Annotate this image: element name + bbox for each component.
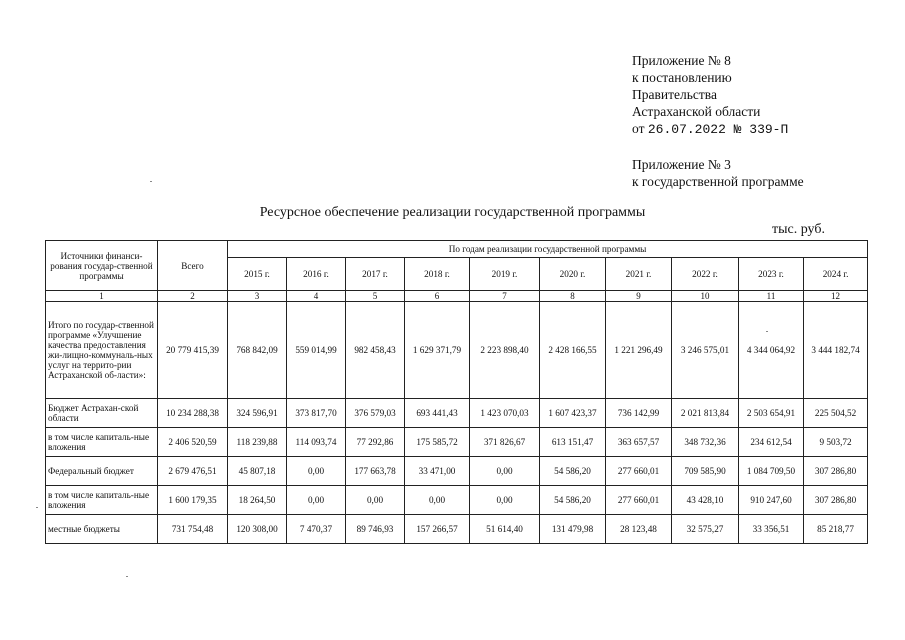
column-number: 6 (405, 291, 470, 302)
document-title: Ресурсное обеспечение реализации государственной программы (259, 205, 646, 220)
row-year-cell: 373 817,70 (287, 399, 346, 428)
table-row (46, 302, 868, 399)
table-row (46, 399, 868, 428)
row-year-cell: 9 503,72 (804, 428, 868, 457)
row-year-cell: 177 663,78 (346, 457, 405, 486)
units-label: тыс. руб. (772, 222, 825, 237)
row-year-cell: 2 428 166,55 (540, 302, 606, 399)
row-year-cell: 54 586,20 (540, 486, 606, 515)
row-year-cell: 114 093,74 (287, 428, 346, 457)
row-year-cell: 2 223 898,40 (470, 302, 540, 399)
column-number: 4 (287, 291, 346, 302)
row-total-cell: 20 779 415,39 (158, 302, 228, 399)
row-year-cell: 348 732,36 (672, 428, 739, 457)
row-year-cell: 118 239,88 (228, 428, 287, 457)
year-header: 2017 г. (346, 258, 405, 291)
annex-date-line (632, 120, 788, 138)
row-year-cell: 307 286,80 (804, 457, 868, 486)
table-row (46, 486, 868, 515)
row-year-cell: 234 612,54 (739, 428, 804, 457)
row-year-cell: 3 246 575,01 (672, 302, 739, 399)
row-total-cell: 731 754,48 (158, 515, 228, 544)
year-header: 2019 г. (470, 258, 540, 291)
year-header: 2016 г. (287, 258, 346, 291)
table-row (46, 457, 868, 486)
annex-header (632, 52, 788, 138)
total-header: Всего (158, 241, 228, 291)
row-year-cell: 54 586,20 (540, 457, 606, 486)
row-year-cell: 559 014,99 (287, 302, 346, 399)
row-year-cell: 33 356,51 (739, 515, 804, 544)
row-year-cell: 32 575,27 (672, 515, 739, 544)
column-number: 7 (470, 291, 540, 302)
row-year-cell: 225 504,52 (804, 399, 868, 428)
previous-annex-to-program: к государственной программе (632, 174, 804, 189)
column-number: 3 (228, 291, 287, 302)
row-year-cell: 3 444 182,74 (804, 302, 868, 399)
row-year-cell: 45 807,18 (228, 457, 287, 486)
row-year-cell: 0,00 (405, 486, 470, 515)
row-year-cell: 277 660,01 (606, 457, 672, 486)
row-year-cell: 77 292,86 (346, 428, 405, 457)
column-number: 11 (739, 291, 804, 302)
column-number: 10 (672, 291, 739, 302)
row-year-cell: 89 746,93 (346, 515, 405, 544)
row-year-cell: 982 458,43 (346, 302, 405, 399)
year-header: 2018 г. (405, 258, 470, 291)
row-year-cell: 910 247,60 (739, 486, 804, 515)
row-label: Итого по государ-ственной программе «Улучшение качества предоставления жи-лищно-коммуналь-ных услуг на террито-рии Астраханской об-ласти»: (46, 302, 158, 399)
row-year-cell: 28 123,48 (606, 515, 672, 544)
row-year-cell: 0,00 (287, 457, 346, 486)
row-year-cell: 2 021 813,84 (672, 399, 739, 428)
column-number: 12 (804, 291, 868, 302)
row-year-cell: 0,00 (470, 457, 540, 486)
row-total-cell: 10 234 288,38 (158, 399, 228, 428)
row-year-cell: 324 596,91 (228, 399, 287, 428)
row-year-cell: 0,00 (346, 486, 405, 515)
row-year-cell: 709 585,90 (672, 457, 739, 486)
scan-speck (766, 331, 768, 332)
row-year-cell: 85 218,77 (804, 515, 868, 544)
row-year-cell: 51 614,40 (470, 515, 540, 544)
column-number: 1 (46, 291, 158, 302)
annex-region: Астраханской области (632, 104, 761, 119)
row-year-cell: 363 657,57 (606, 428, 672, 457)
row-year-cell: 0,00 (287, 486, 346, 515)
previous-annex-number: Приложение № 3 (632, 157, 731, 172)
row-label: в том числе капиталь-ные вложения (46, 486, 158, 515)
year-header: 2022 г. (672, 258, 739, 291)
years-header: По годам реализации государственной программы (228, 241, 868, 258)
row-year-cell: 2 503 654,91 (739, 399, 804, 428)
row-year-cell: 175 585,72 (405, 428, 470, 457)
annex-to-decree: к постановлению (632, 70, 732, 85)
row-year-cell: 4 344 064,92 (739, 302, 804, 399)
row-year-cell: 157 266,57 (405, 515, 470, 544)
scan-speck (150, 181, 152, 182)
row-total-cell: 2 679 476,51 (158, 457, 228, 486)
table-row (46, 428, 868, 457)
annex-number: Приложение № 8 (632, 53, 731, 68)
row-year-cell: 7 470,37 (287, 515, 346, 544)
row-year-cell: 613 151,47 (540, 428, 606, 457)
resource-table (45, 240, 868, 544)
column-number: 5 (346, 291, 405, 302)
annex-government: Правительства (632, 87, 717, 102)
column-number: 9 (606, 291, 672, 302)
row-year-cell: 768 842,09 (228, 302, 287, 399)
column-number: 8 (540, 291, 606, 302)
scan-speck (36, 507, 38, 508)
year-header: 2020 г. (540, 258, 606, 291)
source-header: Источники финанси-рования государ-ственной программы (46, 241, 158, 291)
table-row (46, 515, 868, 544)
row-label: Федеральный бюджет (46, 457, 158, 486)
row-label: местные бюджеты (46, 515, 158, 544)
row-total-cell: 2 406 520,59 (158, 428, 228, 457)
row-year-cell: 1 607 423,37 (540, 399, 606, 428)
annex-date-prefix: от (632, 121, 645, 136)
column-number: 2 (158, 291, 228, 302)
previous-annex-header (632, 156, 804, 190)
row-year-cell: 33 471,00 (405, 457, 470, 486)
row-year-cell: 1 221 296,49 (606, 302, 672, 399)
row-year-cell: 307 286,80 (804, 486, 868, 515)
row-year-cell: 131 479,98 (540, 515, 606, 544)
year-header: 2023 г. (739, 258, 804, 291)
row-label: Бюджет Астрахан-ской области (46, 399, 158, 428)
row-label: в том числе капиталь-ные вложения (46, 428, 158, 457)
annex-date-stamp: 26.07.2022 № 339-П (647, 122, 789, 137)
row-year-cell: 0,00 (470, 486, 540, 515)
scan-speck (126, 576, 128, 577)
row-year-cell: 18 264,50 (228, 486, 287, 515)
row-year-cell: 693 441,43 (405, 399, 470, 428)
row-year-cell: 376 579,03 (346, 399, 405, 428)
year-header: 2024 г. (804, 258, 868, 291)
row-year-cell: 277 660,01 (606, 486, 672, 515)
row-total-cell: 1 600 179,35 (158, 486, 228, 515)
row-year-cell: 120 308,00 (228, 515, 287, 544)
year-header: 2015 г. (228, 258, 287, 291)
row-year-cell: 1 423 070,03 (470, 399, 540, 428)
row-year-cell: 43 428,10 (672, 486, 739, 515)
row-year-cell: 736 142,99 (606, 399, 672, 428)
row-year-cell: 371 826,67 (470, 428, 540, 457)
row-year-cell: 1 629 371,79 (405, 302, 470, 399)
row-year-cell: 1 084 709,50 (739, 457, 804, 486)
year-header: 2021 г. (606, 258, 672, 291)
